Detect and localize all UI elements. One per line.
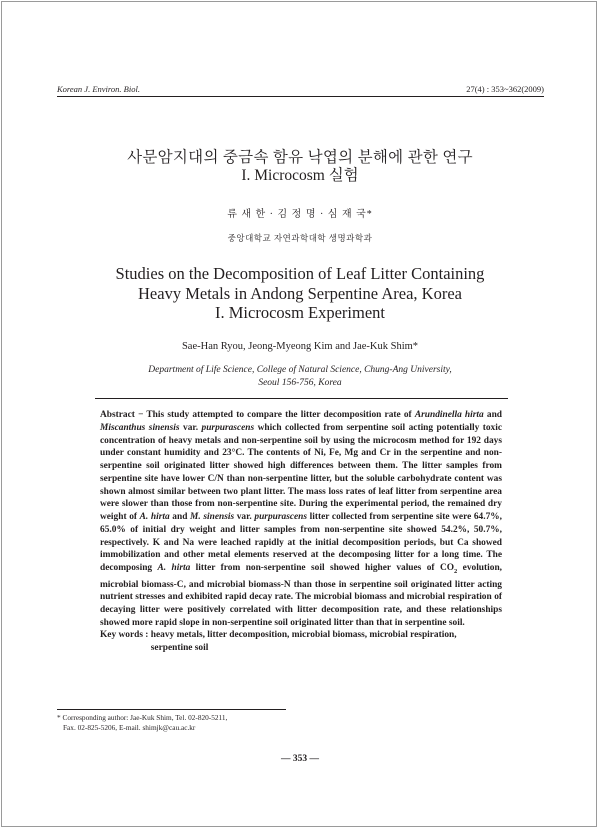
footnote-rule [57, 709, 286, 710]
journal-citation: 27(4) : 353~362(2009) [466, 84, 544, 94]
abstract: Abstract − This study attempted to compare the litter decomposition rate of Arundinella hirta and Miscanthus sinensis var. purpurascens which collected from serpentine soil acting potentially toxic concentration of heavy metals and non-serpentine soil by using the microcosm method for 192 days under constant humidity and 23°C. The contents of Ni, Fe, Mg and Cr in the serpentine and non-serpentine soil originated litter showed high differences between them. The litter samples from serpentine site have lower C/N than non-serpentine litter, but the soluble carbohydrate content was shown almost similar between two plant litter. The mass loss rates of leaf litter from serpentine area were slower than those from non-serpentine site. During the experimental period, the remained dry weight of A. hirta and M. sinensis var. purpurascens litter collected from serpentine site were 64.7%, 65.0% of initial dry weight and litter samples from non-serpentine site showed 54.2%, 50.7%, respectively. K and Na were leached rapidly at the initial decomposition periods, but Ca showed immobilization and other metal elements reserved at the decomposing litter for a long time. The decomposing A. hirta litter from non-serpentine soil showed higher values of $CO_2$ evolution, microbial biomass-C, and microbial biomass-N than those in serpentine soil originated litter acting nutrient stresses and exhibited rapid decay rate. The microbial biomass and microbial respiration of decaying litter were positively correlated with litter decomposition rate, and these relationships showed more rapid slope in non-serpentine soil originated litter than that in serpentine soil. [100, 410, 503, 628]
keywords [100, 629, 500, 655]
english-title-line-3: I. Microcosm Experiment [215, 303, 385, 322]
english-title-line-1: Studies on the Decomposition of Leaf Litter Containing [115, 264, 485, 283]
species-name: A. hirta [139, 512, 170, 522]
korean-title: 사문암지대의 중금속 함유 낙엽의 분해에 관한 연구 [127, 149, 473, 166]
header-rule [57, 96, 544, 97]
species-name: M. sinensis [190, 512, 235, 522]
korean-subtitle: I. Microcosm 실험 [241, 167, 359, 184]
page-number: — 353 — [281, 754, 319, 764]
species-name: purpurascens [254, 512, 308, 522]
english-affiliation-line-1: Department of Life Science, College of Natural Science, Chung-Ang University, [148, 365, 452, 375]
keywords-text: heavy metals, litter decomposition, microbial biomass, microbial respiration, serpentine soil [150, 630, 457, 653]
korean-affiliation: 중앙대학교 자연과학대학 생명과학과 [227, 233, 373, 243]
footnote-line-1: * Corresponding author: Jae-Kuk Shim, Tel. 02-820-5211, [57, 713, 228, 722]
english-affiliation-line-2: Seoul 156-756, Korea [258, 377, 342, 388]
footnote [57, 713, 357, 733]
english-title [0, 264, 600, 323]
species-name: A. hirta [157, 563, 191, 573]
co2-subscript: 2 [454, 567, 458, 575]
species-name: Arundinella hirta [414, 410, 484, 420]
footnote-line-2: Fax. 02-825-5206, E-mail. shimjk@cau.ac.kr [63, 723, 196, 732]
species-name: Miscanthus sinensis [100, 422, 180, 433]
english-authors: Sae-Han Ryou, Jeong-Myeong Kim and Jae-Kuk Shim* [181, 341, 419, 352]
journal-name: Korean J. Environ. Biol. [57, 84, 140, 94]
english-affiliation [0, 364, 600, 389]
english-title-line-2: Heavy Metals in Andong Serpentine Area, Korea [138, 283, 462, 303]
keywords-label: Key words : [100, 630, 151, 640]
abstract-label: Abstract [100, 410, 135, 420]
abstract-rule [95, 398, 508, 399]
korean-authors: 류 새 한 · 김 정 명 · 심 재 국* [227, 209, 373, 220]
species-name: purpurascens [201, 422, 255, 433]
